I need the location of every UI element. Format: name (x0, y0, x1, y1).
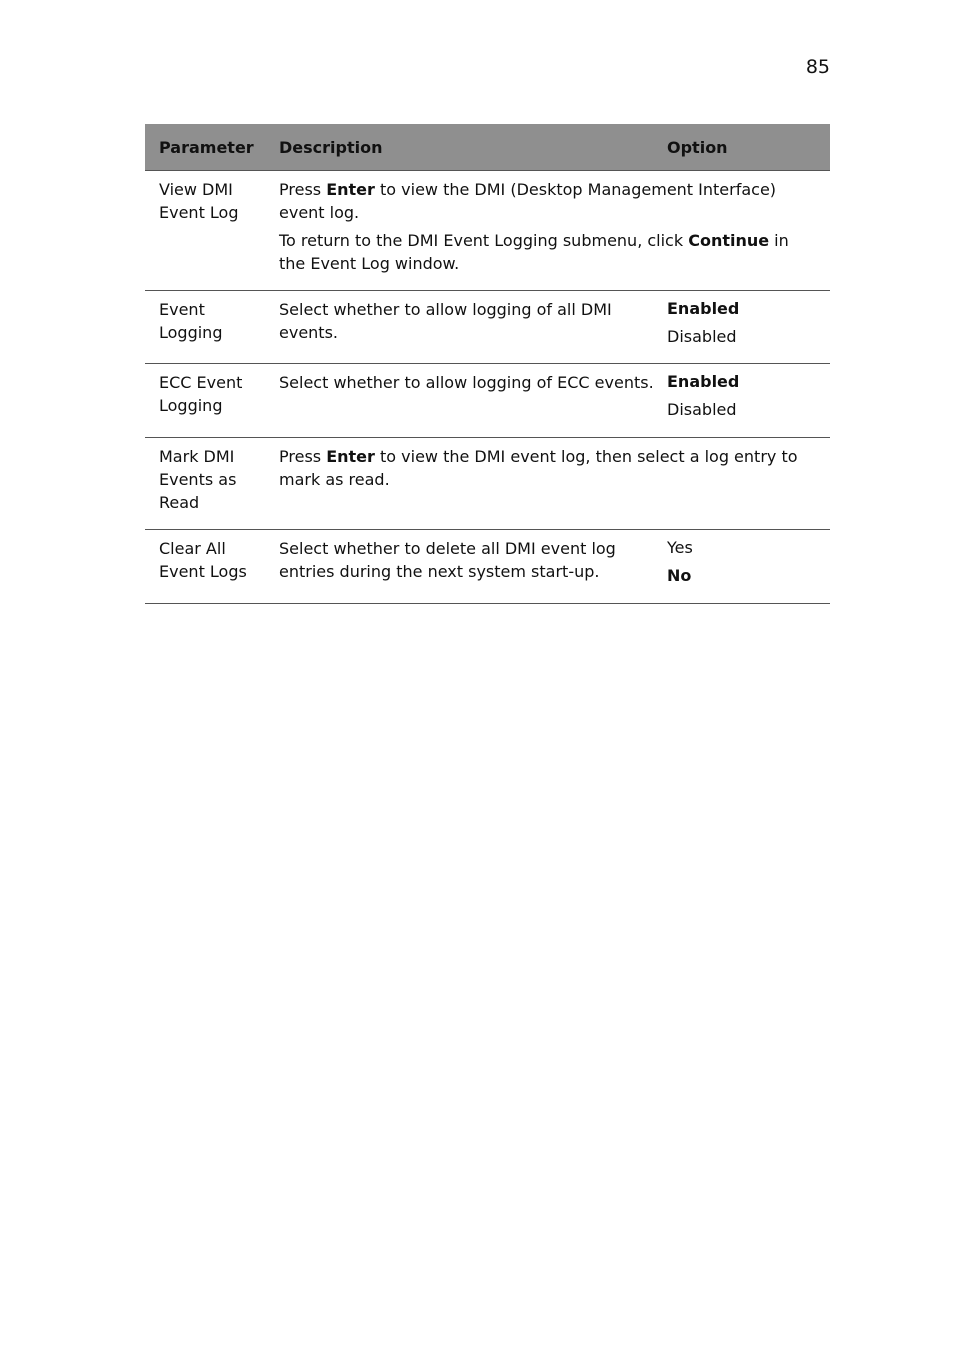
option-cell (667, 364, 830, 437)
header-option: Option (667, 137, 728, 157)
table-row (145, 364, 830, 438)
description-cell: Select whether to allow logging of ECC events. (279, 373, 654, 392)
option-value: Yes (667, 538, 693, 557)
parameter-cell: ECC Event Logging (159, 373, 243, 415)
page-number: 85 (805, 56, 830, 78)
description-cell: Press Enter to view the DMI (Desktop Management Interface) event log. To return to the DMI Event Logging submenu, click Continue in the Event Log window. (279, 180, 789, 273)
option-default: Enabled (667, 372, 740, 391)
parameter-table (145, 124, 830, 604)
parameter-cell: Event Logging (159, 300, 223, 342)
description-cell: Select whether to allow logging of all DMI events. (279, 300, 612, 342)
table-header (145, 124, 830, 171)
table-row (145, 530, 830, 604)
parameter-cell: Clear All Event Logs (159, 539, 247, 581)
table-row (145, 291, 830, 364)
table-row (145, 438, 830, 530)
parameter-cell: View DMI Event Log (159, 180, 239, 222)
option-default: Enabled (667, 299, 740, 318)
parameter-cell: Mark DMI Events as Read (159, 447, 237, 512)
option-cell (667, 291, 830, 363)
option-value: Disabled (667, 400, 737, 419)
header-parameter: Parameter (159, 137, 254, 157)
header-description: Description (279, 137, 383, 157)
description-cell: Press Enter to view the DMI event log, then select a log entry to mark as read. (279, 447, 798, 489)
option-default: No (667, 566, 692, 585)
option-value: Disabled (667, 327, 737, 346)
option-cell (667, 530, 830, 603)
table-row (145, 171, 830, 291)
description-cell: Select whether to delete all DMI event log entries during the next system start-up. (279, 539, 616, 581)
